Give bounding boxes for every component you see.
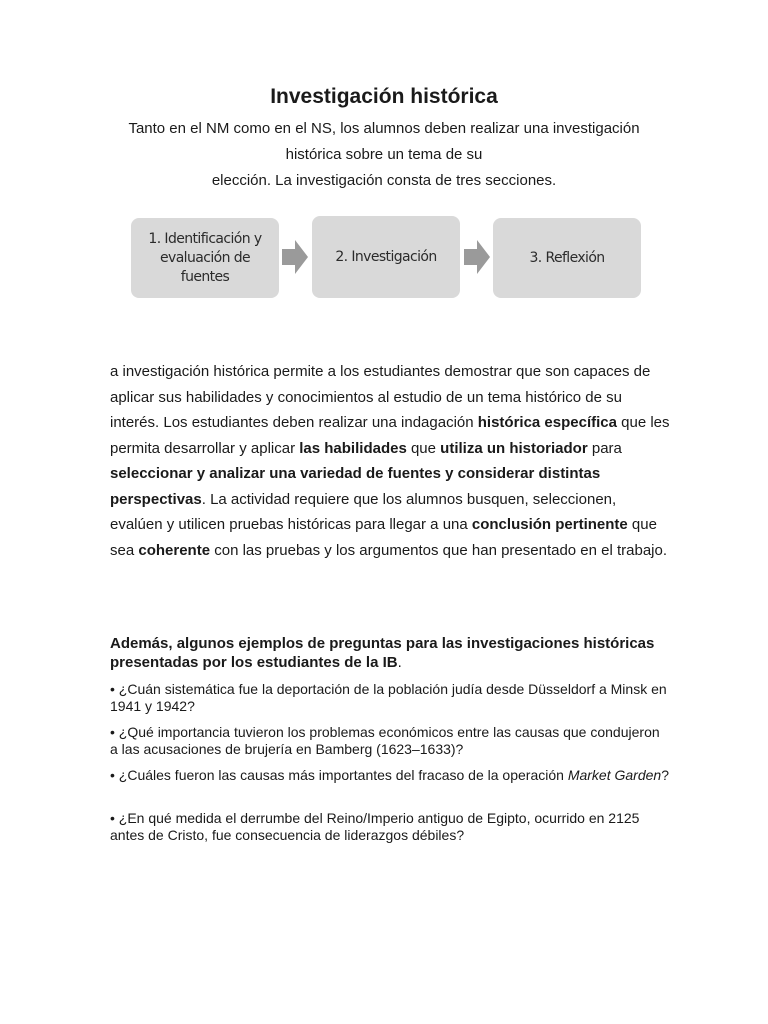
step-reflection-box — [493, 218, 641, 298]
step-identification-box — [131, 218, 279, 298]
body-text-3: que — [406, 439, 441, 457]
example-question-4: • ¿En qué medida el derrumbe del Reino/Imperio antiguo de Egipto, ocurrido en 2125 antes de Cristo, fue consecuencia de liderazgos débiles? — [110, 810, 640, 843]
example-question-2: • ¿Qué importancia tuvieron los problemas económicos entre las causas que condujeron a las acusaciones de brujería en Bamberg (1623–1633)? — [110, 724, 660, 757]
step-investigation-box — [312, 216, 460, 298]
intro-line-1: Tanto en el NM como en el NS, los alumnos deben realizar una investigación — [128, 120, 640, 137]
body-text-6: que sea — [110, 516, 657, 559]
intro-line-3: elección. La investigación consta de tres secciones. — [211, 172, 557, 189]
arrow-right-icon — [464, 240, 490, 274]
question-3-italic: Market Garden — [567, 767, 662, 783]
examples-heading-text: Además, algunos ejemplos de preguntas para las investigaciones históricas presentadas por los estudiantes de la IB — [110, 635, 655, 671]
body-text-7: con las pruebas y los argumentos que han presentado en el trabajo. — [210, 541, 668, 559]
body-paragraph — [110, 359, 670, 563]
example-question-3 — [110, 767, 670, 784]
intro-line-2: histórica sobre un tema de su — [285, 146, 483, 163]
question-3-text: • ¿Cuáles fueron las causas más importantes del fracaso de la operación — [110, 767, 568, 783]
step-1-label-line-2: evaluación de fuentes — [160, 249, 250, 285]
body-text-2: que les permita desarrollar y aplicar — [110, 414, 670, 457]
page-title: Investigación histórica — [270, 85, 498, 108]
step-2-label: 2. Investigación — [335, 248, 437, 265]
step-1-label-line-1: 1. Identificación y — [148, 230, 262, 247]
body-text-1: a investigación histórica permite a los estudiantes demostrar que son capaces de aplicar sus habilidades y conocimientos al estudio de un tema histórico de su interés. Los estudiantes deben realizar una indagación — [110, 363, 651, 431]
body-bold-6: coherente — [138, 541, 211, 559]
step-3-label: 3. Reflexión — [529, 249, 605, 266]
body-bold-3: utiliza un historiador — [440, 439, 588, 457]
question-3-end: ? — [661, 767, 669, 783]
body-bold-1: histórica específica — [477, 414, 617, 431]
examples-heading-period: . — [397, 654, 402, 671]
process-diagram — [130, 216, 642, 300]
body-bold-2: las habilidades — [299, 439, 407, 457]
body-bold-4: seleccionar y analizar una variedad de fuentes y considerar distintas perspectivas — [110, 465, 601, 508]
arrow-right-icon — [282, 240, 308, 274]
examples-heading — [110, 634, 670, 672]
body-text-5: . La actividad requiere que los alumnos busquen, seleccionen, evalúen y utilicen pruebas históricas para llegar a una — [110, 490, 617, 533]
body-text-4: para — [587, 439, 622, 457]
example-question-1: • ¿Cuán sistemática fue la deportación de la población judía desde Düsseldorf a Minsk en 1941 y 1942? — [110, 681, 667, 714]
intro-paragraph — [100, 116, 668, 194]
body-bold-5: conclusión pertinente — [471, 516, 628, 533]
